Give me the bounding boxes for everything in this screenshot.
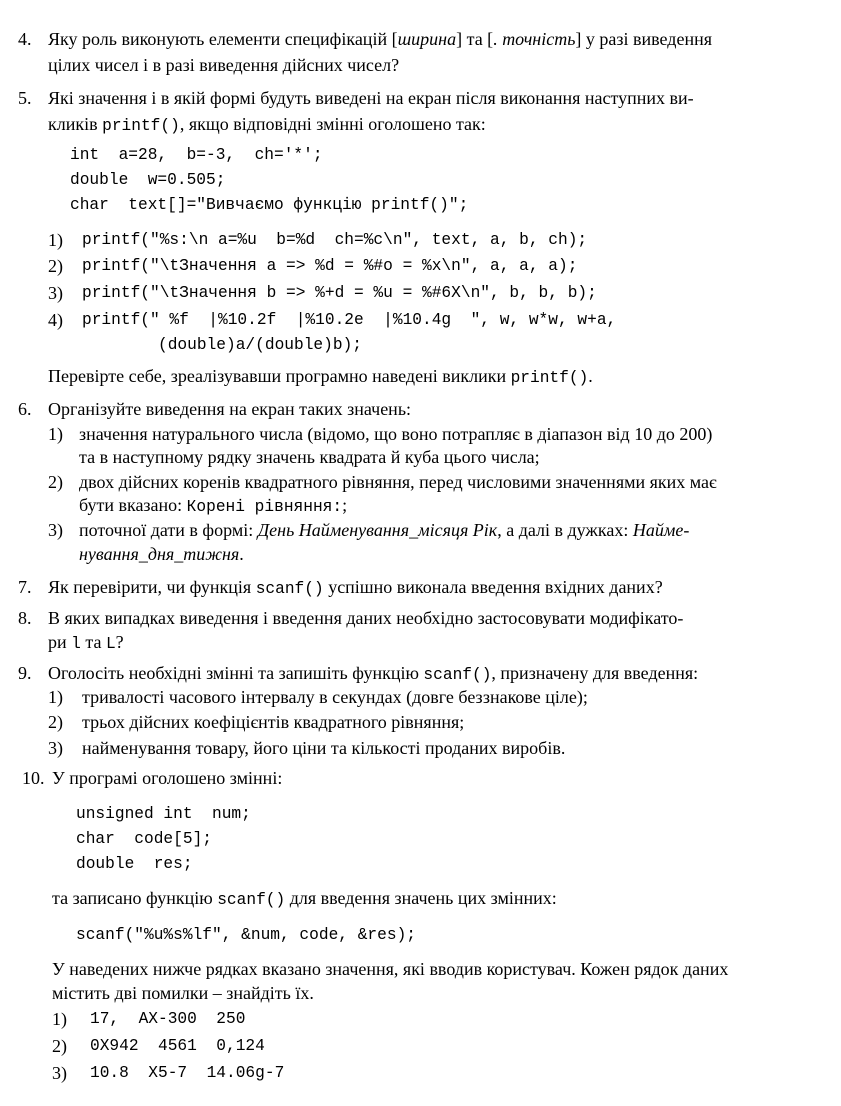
q10-item-number: 1) (52, 1009, 67, 1029)
q5-item-code: printf(" %f |%10.2f |%10.2e |%10.4g ", w, w*w, w+a, (82, 311, 617, 329)
q5-item-number: 1) (48, 230, 63, 250)
q6-item-number: 1) (48, 424, 63, 444)
q4-line-2: цілих чисел і в разі виведення дійсних чисел? (48, 55, 400, 75)
q5-line-2: кликів printf(), якщо відповідні змінні оголошено так: (48, 114, 486, 135)
q8-line-2: ри l та L? (48, 632, 124, 653)
q10-scanf-call: scanf("%u%s%lf", &num, code, &res); (76, 926, 416, 944)
q4-line-1: Яку роль виконують елементи специфікацій [ширина] та [. точність] у разі виведення (48, 29, 712, 49)
q5-line-1: Які значення і в якій формі будуть виведені на екран після виконання наступних ви- (48, 88, 694, 108)
q6-item-2-line-1: двох дійсних коренів квадратного рівняння, перед числовими значеннями яких має (79, 472, 717, 492)
q6-item-1-line-1: значення натурального числа (відомо, що воно потрапляє в діапазон від 10 до 200) (79, 424, 713, 444)
q5-item-number: 3) (48, 283, 63, 303)
q9-item-text: трьох дійсних коефіцієнтів квадратного рівняння; (82, 712, 465, 732)
q5-item-code: printf("\tЗначення a => %d = %#o = %x\n", a, a, a); (82, 257, 578, 275)
q10-item-number: 3) (52, 1063, 67, 1083)
q9-item-number: 2) (48, 712, 63, 732)
q8-line-1: В яких випадках виведення і введення даних необхідно застосовувати модифікато- (48, 608, 684, 628)
q5-item-code: printf("\tЗначення b => %+d = %u = %#6X\n", b, b, b); (82, 284, 597, 302)
q6-number: 6. (18, 399, 32, 419)
q10-decl-line: char code[5]; (76, 830, 212, 848)
q9-text: Оголосіть необхідні змінні та запишіть функцію scanf(), призначену для введення: (48, 663, 699, 684)
q10-paragraph-line-2: містить дві помилки – знайдіть їх. (52, 983, 314, 1003)
q10-decl-line: double res; (76, 855, 193, 873)
q10-item-value: 10.8 X5-7 14.06g-7 (90, 1064, 285, 1082)
q10-decl-line: unsigned int num; (76, 805, 251, 823)
q10-number: 10. (22, 768, 45, 788)
q5-item-number: 4) (48, 310, 63, 330)
q9-number: 9. (18, 663, 32, 683)
q5-item-code: printf("%s:\n a=%u b=%d ch=%c\n", text, a, b, ch); (82, 231, 588, 249)
q5-decl-line: int a=28, b=-3, ch='*'; (70, 146, 323, 164)
q4-number: 4. (18, 29, 32, 49)
q10-item-number: 2) (52, 1036, 67, 1056)
q7-number: 7. (18, 577, 32, 597)
q9-item-text: найменування товару, його ціни та кількості проданих виробів. (82, 738, 566, 758)
q8-number: 8. (18, 608, 32, 628)
q6-item-number: 2) (48, 472, 63, 492)
q5-item-number: 2) (48, 256, 63, 276)
q10-item-value: 17, AX-300 250 (90, 1010, 246, 1028)
q5-item-4-continuation: (double)a/(double)b); (158, 336, 362, 354)
q6-item-3-line-1: поточної дати в формі: День Найменування_місяця Рік, а далі в дужках: Найме- (79, 520, 690, 540)
q10-paragraph-line-1: У наведених нижче рядках вказано значення, які вводив користувач. Кожен рядок даних (52, 959, 729, 979)
q6-item-2-line-2: бути вказано: Корені рівняння:; (79, 495, 348, 516)
q9-item-text: тривалості часового інтервалу в секундах (довге беззнакове ціле); (82, 687, 588, 707)
q5-check-line: Перевірте себе, зреалізувавши програмно наведені виклики printf(). (48, 366, 593, 387)
q5-decl-line: double w=0.505; (70, 171, 226, 189)
q6-item-1-line-2: та в наступному рядку значень квадрата й куба цього числа; (79, 447, 540, 467)
q9-item-number: 1) (48, 687, 63, 707)
q10-scanf-intro: та записано функцію scanf() для введення значень цих змінних: (52, 888, 557, 909)
q7-text: Як перевірити, чи функція scanf() успішно виконала введення вхідних даних? (48, 577, 663, 598)
q9-item-number: 3) (48, 738, 63, 758)
q6-item-3-line-2: нування_дня_тижня. (79, 544, 244, 564)
q5-decl-line: char text[]="Вивчаємо функцію printf()"; (70, 196, 469, 214)
q6-item-number: 3) (48, 520, 63, 540)
q6-text: Організуйте виведення на екран таких значень: (48, 399, 412, 419)
q10-item-value: 0X942 4561 0,124 (90, 1037, 265, 1055)
q5-number: 5. (18, 88, 32, 108)
q10-text: У програмі оголошено змінні: (52, 768, 283, 788)
